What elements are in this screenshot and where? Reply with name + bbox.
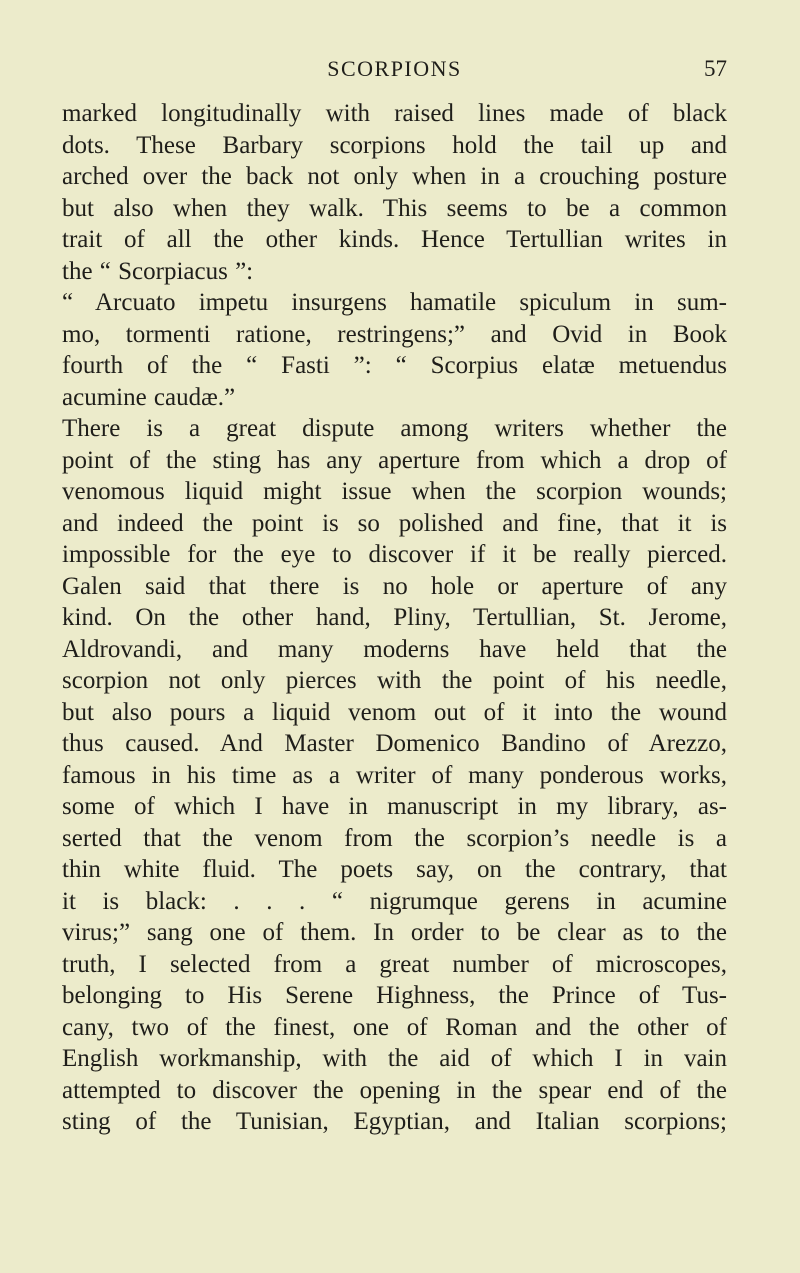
text-line: impossible for the eye to discover if it be really pierced. <box>62 541 727 568</box>
text-line: the “ Scorpiacus ”: <box>62 257 254 285</box>
text-line: point of the sting has any aperture from which a drop of <box>62 446 727 474</box>
text-line: venomous liquid might issue when the scorpion wounds; <box>62 478 727 505</box>
running-head <box>62 56 727 86</box>
text-line: kind. On the other hand, Pliny, Tertullian, St. Jerome, <box>62 604 727 631</box>
text-line: attempted to discover the opening in the spear end of the <box>62 1076 727 1104</box>
text-line: acumine caudæ.” <box>62 383 236 411</box>
text-line: thus caused. And Master Domenico Bandino of Arezzo, <box>62 730 727 757</box>
text-line: famous in his time as a writer of many ponderous works, <box>62 761 727 789</box>
text-line: mo, tormenti ratione, restringens;” and Ovid in Book <box>62 320 727 348</box>
text-line: marked longitudinally with raised lines made of black <box>62 100 727 127</box>
text-line: fourth of the “ Fasti ”: “ Scorpius elatæ metuendus <box>62 352 727 379</box>
text-line: Aldrovandi, and many moderns have held that the <box>62 635 727 663</box>
running-title: SCORPIONS <box>327 56 462 81</box>
text-line: cany, two of the finest, one of Roman and the other of <box>62 1013 727 1041</box>
text-line: belonging to His Serene Highness, the Prince of Tus- <box>62 982 727 1009</box>
text-line: but also when they walk. This seems to be a common <box>62 194 727 222</box>
text-line: Galen said that there is no hole or aperture of any <box>62 572 727 600</box>
text-line: dots. These Barbary scorpions hold the tail up and <box>62 131 727 159</box>
text-line: trait of all the other kinds. Hence Tertullian writes in <box>62 226 727 253</box>
text-line: truth, I selected from a great number of microscopes, <box>62 950 727 978</box>
text-line: but also pours a liquid venom out of it into the wound <box>62 698 727 726</box>
text-line: serted that the venom from the scorpion’s needle is a <box>62 824 727 852</box>
body-text <box>62 98 727 1138</box>
text-line: sting of the Tunisian, Egyptian, and Italian scorpions; <box>62 1108 727 1135</box>
text-line: “ Arcuato impetu insurgens hamatile spiculum in sum- <box>62 289 727 316</box>
text-line: English workmanship, with the aid of which I in vain <box>62 1045 727 1072</box>
text-line: virus;” sang one of them. In order to be clear as to the <box>62 919 727 946</box>
text-line: and indeed the point is so polished and fine, that it is <box>62 509 727 537</box>
page-number: 57 <box>704 56 727 81</box>
text-line: There is a great dispute among writers whether the <box>62 415 727 442</box>
text-line: arched over the back not only when in a crouching posture <box>62 163 727 190</box>
text-line: scorpion not only pierces with the point of his needle, <box>62 667 727 694</box>
text-line: some of which I have in manuscript in my library, as- <box>62 793 727 820</box>
text-line: it is black: . . . “ nigrumque gerens in acumine <box>62 887 727 915</box>
text-line: thin white fluid. The poets say, on the contrary, that <box>62 856 727 883</box>
